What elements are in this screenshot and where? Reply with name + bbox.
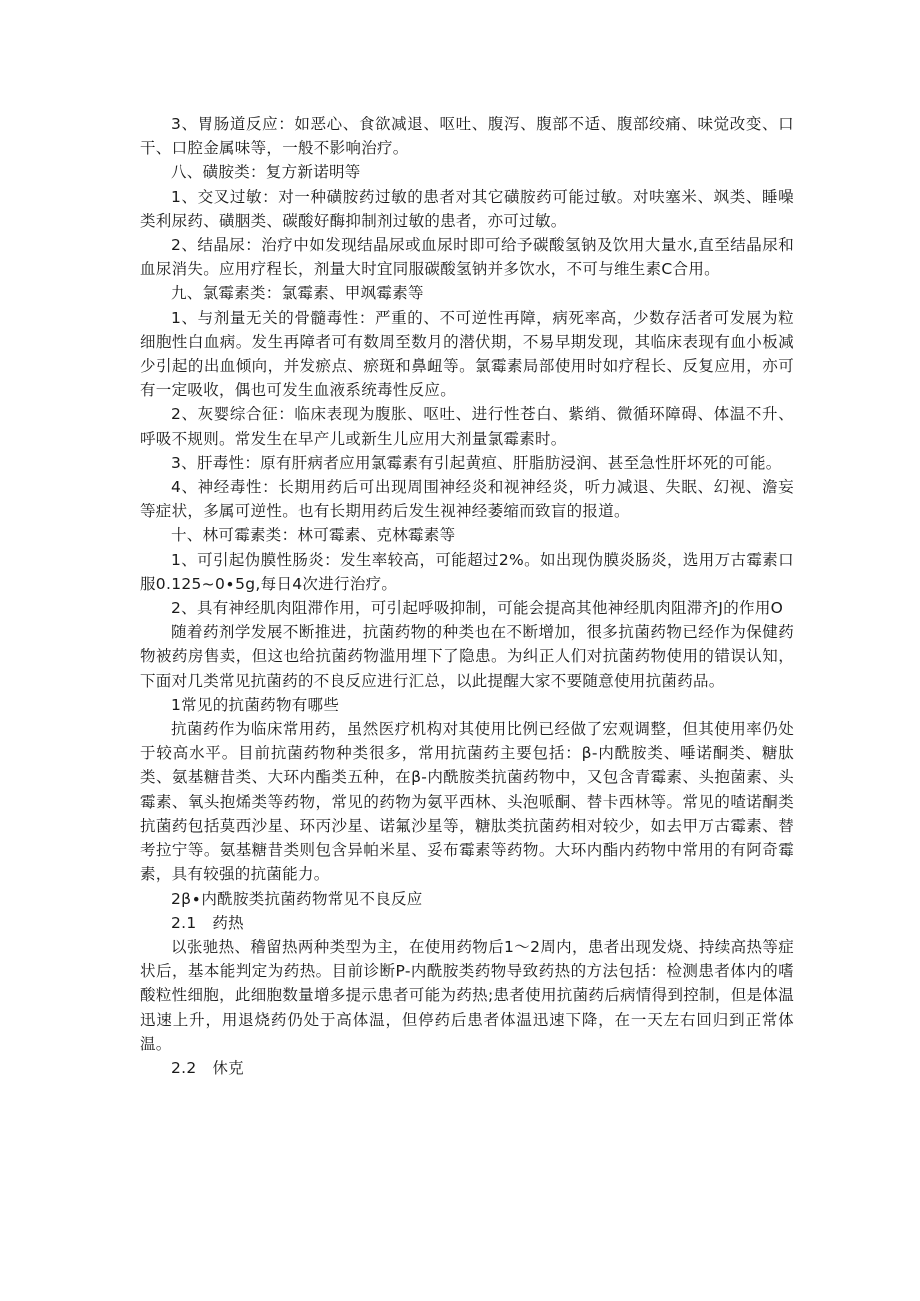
paragraph-gray-baby-syndrome: 2、灰婴综合征：临床表现为腹胀、呕吐、进行性苍白、紫绡、微循环障碍、体温不升、呼吸不规则。常发生在早产儿或新生儿应用大剂量氯霉素时。 (140, 405, 794, 448)
heading-chloramphenicols: 九、氯霉素类：氯霉素、甲飒霉素等 (171, 284, 424, 303)
paragraph-neuromuscular-blockade: 2、具有神经肌肉阻滞作用，可引起呼吸抑制，可能会提高其他神经肌肉阻滞齐J的作用O (171, 599, 784, 618)
paragraph-hepatotoxicity: 3、肝毒性：原有肝病者应用氯霉素有引起黄疸、肝脂肪浸润、甚至急性肝坏死的可能。 (171, 453, 782, 472)
heading-beta-lactam-reactions: 2β∙内酰胺类抗菌药物常见不良反应 (171, 889, 423, 908)
paragraph-antibiotic-types: 抗菌药作为临床常用药，虽然医疗机构对其使用比例已经做了宏观调整，但其使用率仍处于较高水平。目前抗菌药物种类很多，常用抗菌药主要包括：β-内酰胺类、唾诺酮类、糖肽类、氨基糖昔类、大环内酯类五种，在β-内酰胺类抗菌药物中，又包含青霉素、头抱菌素、头霉素、氧头抱烯类等药物，常见的药物为氨平西林、头泡哌酮、替卡西林等。常见的喳诺酮类抗菌药包括莫西沙星、环丙沙星、诺氟沙星等，糖肽类抗菌药相对较少，如去甲万古霉素、替考拉宁等。氨基糖昔类则包含异帕米星、妥布霉素等药物。大环内酯内药物中常用的有阿奇霉素，具有较强的抗菌能力。 (140, 720, 794, 884)
heading-common-antibiotics: 1常见的抗菌药物有哪些 (171, 695, 340, 714)
paragraph-bone-marrow-toxicity: 1、与剂量无关的骨髓毒性：严重的、不可逆性再障，病死率高，少数存活者可发展为粒细胞性白血病。发生再障者可有数周至数月的潜伏期，不易早期发现，其临床表现有血小板减少引起的出血倾向，并发瘀点、瘀斑和鼻衄等。氯霉素局部使用时如疗程长、反复应用，亦可有一定吸收，偶也可发生血液系统毒性反应。 (140, 308, 794, 400)
paragraph-neurotoxicity: 4、神经毒性：长期用药后可出现周围神经炎和视神经炎，听力减退、失眠、幻视、澹妄等症状，多属可逆性。也有长期用药后发生视神经萎缩而致盲的报道。 (140, 478, 794, 521)
paragraph-cross-allergy: 1、交叉过敏：对一种磺胺药过敏的患者对其它磺胺药可能过敏。对呋塞米、飒类、睡噪类利尿药、磺胭类、碳酸好酶抑制剂过敏的患者，亦可过敏。 (140, 187, 794, 230)
heading-drug-fever: 2.1 药热 (171, 913, 244, 932)
heading-shock: 2.2 休克 (171, 1058, 244, 1077)
paragraph-crystalluria: 2、结晶尿：治疗中如发现结晶尿或血尿时即可给予碳酸氢钠及饮用大量水,直至结晶尿和血尿消失。应用疗程长，剂量大时宜同服碳酸氢钠并多饮水，不可与维生素C合用。 (140, 236, 794, 279)
paragraph-gi-reaction: 3、胃肠道反应：如恶心、食欲减退、呕吐、腹泻、腹部不适、腹部绞痛、味觉改变、口干、口腔金属味等，一般不影响治疗。 (140, 115, 794, 158)
paragraph-introduction: 随着药剂学发展不断推进，抗菌药物的种类也在不断增加，很多抗菌药物已经作为保健药物被药房售卖，但这也给抗菌药物滥用埋下了隐患。为纠正人们对抗菌药物使用的错误认知，下面对几类常见抗菌药的不良反应进行汇总，以此提醒大家不要随意使用抗菌药品。 (140, 623, 794, 690)
paragraph-drug-fever: 以张驰热、稽留热两种类型为主，在使用药物后1〜2周内，患者出现发烧、持续高热等症状后，基本能判定为药热。目前诊断P-内酰胺类药物导致药热的方法包括：检测患者体内的嗜酸粒性细胞，此细胞数量增多提示患者可能为药热;患者使用抗菌药后病情得到控制，但是体温迅速上升，用退烧药仍处于高体温，但停药后患者体温迅速下降，在一天左右回归到正常体温。 (140, 937, 794, 1053)
heading-sulfonamides: 八、磺胺类：复方新诺明等 (171, 163, 361, 182)
paragraph-pseudomembranous-colitis: 1、可引起伪膜性肠炎：发生率较高，可能超过2%。如出现伪膜炎肠炎，选用万古霉素口服0.125~0∙5g,每日4次进行治疗。 (140, 550, 794, 593)
heading-lincomycins: 十、林可霉素类：林可霉素、克林霉素等 (171, 526, 456, 545)
